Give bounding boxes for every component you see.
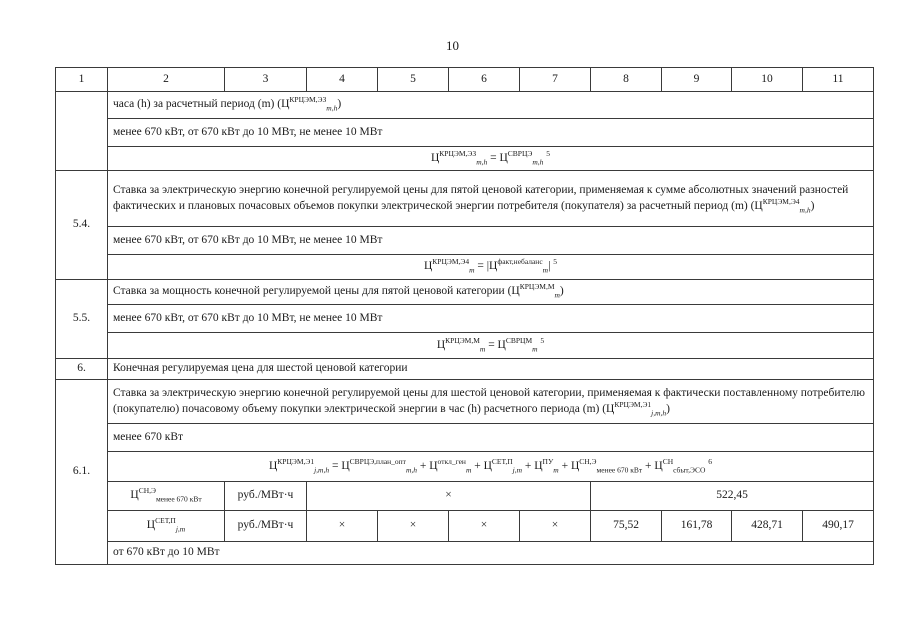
tariff-table (55, 67, 874, 565)
row-number-6: 6. (56, 359, 108, 380)
set-unit: руб./МВт·ч (225, 511, 307, 542)
header-col-10: 10 (732, 68, 803, 92)
range-text: менее 670 кВт (108, 424, 874, 452)
row-number-5-5: 5.5. (56, 280, 108, 359)
row-5-5-text: Ставка за мощность конечной регулируемой цены для пятой ценовой категории $(Ц^{КРЦЭМ,М}_m)$ (108, 280, 874, 305)
header-col-1: 1 (56, 68, 108, 92)
set-value: 490,17 (803, 511, 874, 542)
header-col-8: 8 (591, 68, 662, 92)
set-cross: × (520, 511, 591, 542)
table-row (56, 452, 874, 482)
table-row (56, 380, 874, 424)
sn-unit: руб./МВт·ч (225, 482, 307, 511)
row-6-1-text: Ставка за электрическую энергию конечной регулируемой цены для шестой ценовой категории, применяемая к фактически поставленному потребителю (покупателю) почасовому объему покупки электрической энергии в час (h) расчетного периода (m) $(Ц^{КРЦЭМ,Э1}_{j,m,h})$ (108, 380, 874, 424)
table-row (56, 333, 874, 359)
table-row (56, 227, 874, 255)
table-row (56, 511, 874, 542)
range-text: менее 670 кВт, от 670 кВт до 10 МВт, не менее 10 МВт (108, 227, 874, 255)
set-cross: × (307, 511, 378, 542)
range-text: менее 670 кВт, от 670 кВт до 10 МВт, не менее 10 МВт (108, 305, 874, 333)
footnote-ref: 5 (546, 148, 550, 158)
table-row (56, 171, 874, 227)
table-row (56, 305, 874, 333)
row-hour-text: часа (h) за расчетный период (m) $(Ц^{КРЦЭМ,ЭЗ}_{m,h})$ (108, 92, 874, 119)
formula-1: $Ц^{КРЦЭМ,ЭЗ}_{m,h} = Ц^{СВРЦЭ}_{m,h}$ $^5$ (108, 147, 874, 171)
table-row (56, 424, 874, 452)
set-label: $Ц^{СЕТ,П}_{j,m}$ (108, 511, 225, 542)
set-cross: × (378, 511, 449, 542)
table-row (56, 482, 874, 511)
set-value: 161,78 (662, 511, 732, 542)
row-6-text: Конечная регулируемая цена для шестой ценовой категории (108, 359, 874, 380)
row-5-4-text: Ставка за электрическую энергию конечной регулируемой цены для пятой ценовой категории, применяемая к сумме абсолютных значений разностей фактических и плановых почасовых объемов покупки электрической энергии потребителя (покупателя) за расчетный период (m) $(Ц^{КРЦЭМ,Э4}_{m,h})$ (108, 171, 874, 227)
footnote-ref: 5 (553, 257, 558, 267)
sn-label: $Ц^{СН,Э}_{менее 670 кВт}$ (108, 482, 225, 511)
header-col-5: 5 (378, 68, 449, 92)
table-row (56, 255, 874, 280)
table-row (56, 359, 874, 380)
sn-value: 522,45 (591, 482, 874, 511)
page-number: 10 (446, 38, 459, 53)
formula-4: $Ц^{КРЦЭМ,Э1}_{j,m,h} = Ц^{СВРЦЭ,план\_опт}_{m,h} + Ц^{откл\_ген}_m + Ц^{СЕТ,П}_{j,m} + Ц^{ПУ}_m + Ц^{СН,Э}_{менее 670 кВт} + Ц^{СН}_{сбыт,ЭСО}$ $^6$ (108, 452, 874, 482)
table-row (56, 280, 874, 305)
header-row (56, 68, 874, 92)
table-row (56, 92, 874, 119)
header-col-11: 11 (803, 68, 874, 92)
set-cross: × (449, 511, 520, 542)
row-number-empty (56, 92, 108, 171)
header-col-3: 3 (225, 68, 307, 92)
range-text: менее 670 кВт, от 670 кВт до 10 МВт, не менее 10 МВт (108, 119, 874, 147)
table-row (56, 147, 874, 171)
header-col-7: 7 (520, 68, 591, 92)
table-row (56, 542, 874, 565)
set-value: 428,71 (732, 511, 803, 542)
footnote-ref: 6 (708, 456, 712, 466)
header-col-6: 6 (449, 68, 520, 92)
row-number-6-1: 6.1. (56, 380, 108, 565)
header-col-2: 2 (108, 68, 225, 92)
sn-cross: × (307, 482, 591, 511)
table-row (56, 119, 874, 147)
set-value: 75,52 (591, 511, 662, 542)
formula-3: $Ц^{КРЦЭМ,М}_m = Ц^{СВРЦМ}_m$ $^5$ (108, 333, 874, 359)
footnote-ref: 5 (540, 335, 545, 345)
formula-2: $Ц^{КРЦЭМ,Э4}_m = |Ц^{факт,небаланс}_m|$ $^5$ (108, 255, 874, 280)
range-text: от 670 кВт до 10 МВт (108, 542, 874, 565)
header-col-9: 9 (662, 68, 732, 92)
header-col-4: 4 (307, 68, 378, 92)
row-number-5-4: 5.4. (56, 171, 108, 280)
